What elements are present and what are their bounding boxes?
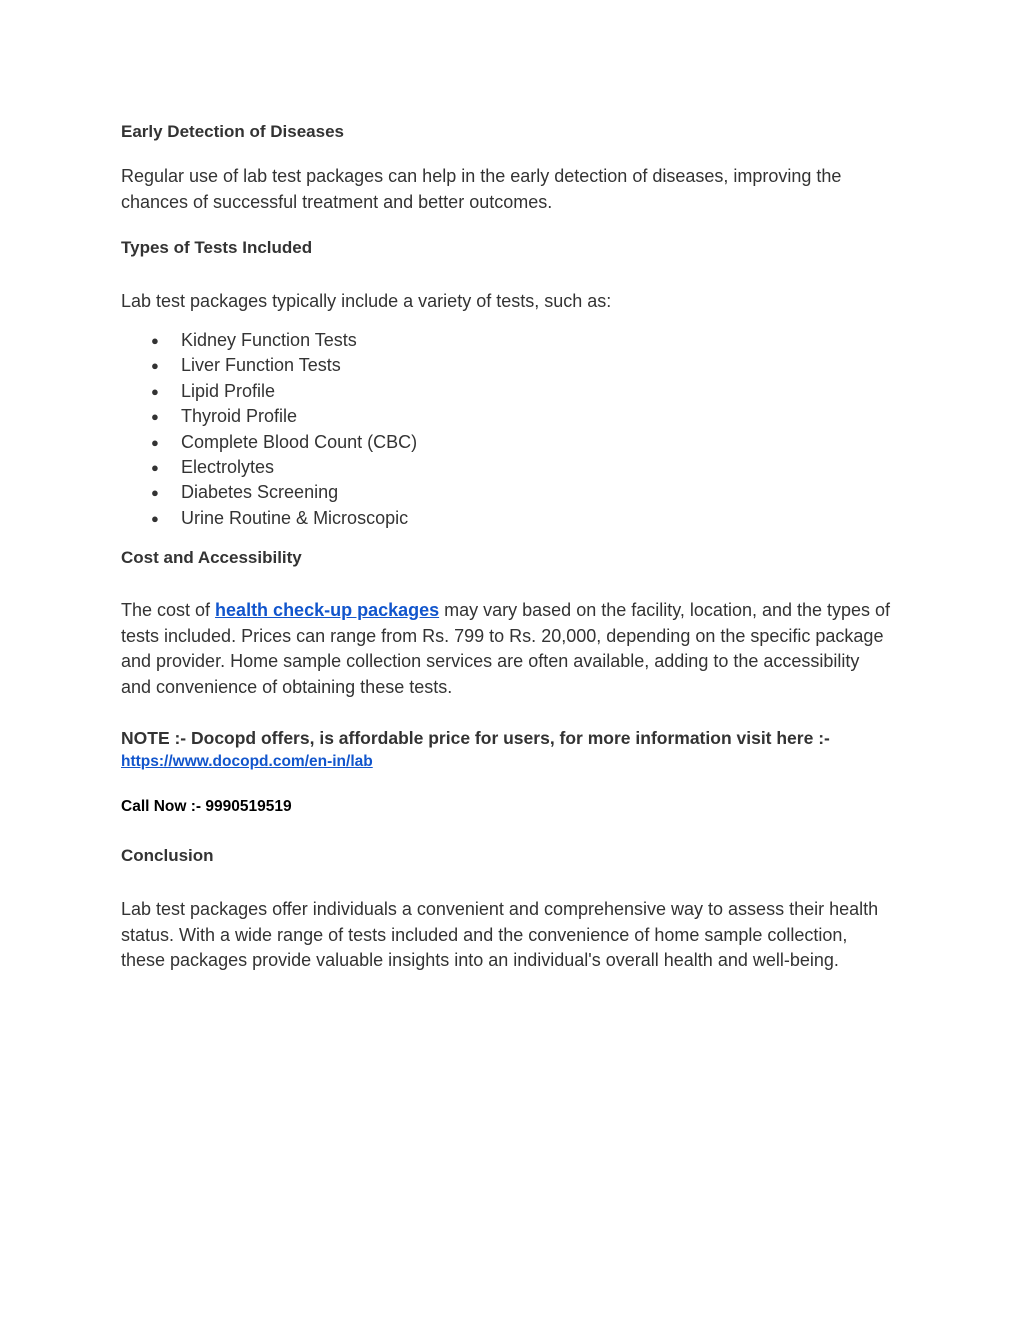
bullet-icon: ● [151, 333, 159, 348]
bullet-icon: ● [151, 383, 159, 399]
list-item-label: Kidney Function Tests [181, 330, 357, 350]
paragraph-cost [121, 598, 890, 700]
list-item-label: Diabetes Screening [181, 482, 339, 503]
list-item-label: Thyroid Profile [181, 406, 298, 427]
heading-cost-accessibility: Cost and Accessibility [121, 548, 302, 567]
paragraph-line: these packages provide valuable insights into an individual's overall health and well-being. [121, 950, 839, 970]
docopd-lab-link[interactable]: https://www.docopd.com/en-in/lab [121, 753, 373, 770]
cost-line-prefix: The cost of [121, 600, 216, 620]
bullet-icon: ● [151, 358, 159, 374]
list-item-label: Electrolytes [181, 456, 275, 477]
paragraph-line: and provider. Home sample collection services are often available, adding to the accessibility [121, 651, 860, 671]
bullet-icon: ● [151, 485, 159, 501]
heading-early-detection: Early Detection of Diseases [121, 122, 344, 141]
note-text: NOTE :- Docopd offers, is affordable price for users, for more information visit here :- [121, 728, 830, 748]
bullet-icon: ● [151, 434, 159, 450]
list-item-label: Liver Function Tests [181, 355, 341, 376]
bullet-icon: ● [151, 510, 159, 526]
paragraph-line: Regular use of lab test packages can help in the early detection of diseases, improving the [121, 166, 842, 186]
paragraph-line: chances of successful treatment and better outcomes. [121, 191, 553, 212]
call-now-text: Call Now :- 9990519519 [121, 798, 292, 815]
paragraph-line: status. With a wide range of tests included and the convenience of home sample collection, [121, 924, 848, 945]
heading-conclusion: Conclusion [121, 846, 214, 865]
list-item-label: Complete Blood Count (CBC) [181, 431, 418, 452]
paragraph-early-detection [121, 164, 841, 215]
list-item-label: Lipid Profile [181, 380, 276, 401]
list-item-label: Urine Routine & Microscopic [181, 507, 409, 528]
heading-types-of-tests: Types of Tests Included [121, 238, 313, 257]
paragraph-line: tests included. Prices can range from Rs. 799 to Rs. 20,000, depending on the specific package [121, 625, 884, 646]
paragraph-line [121, 598, 890, 624]
paragraph-line: Lab test packages offer individuals a convenient and comprehensive way to assess their health [121, 899, 879, 919]
paragraph-types-intro: Lab test packages typically include a variety of tests, such as: [121, 291, 612, 311]
paragraph-line: and convenience of obtaining these tests. [121, 676, 453, 697]
bullet-icon: ● [151, 409, 159, 425]
paragraph-conclusion [121, 897, 878, 974]
cost-line-suffix: may vary based on the facility, location, and the types of [439, 600, 891, 620]
bullet-icon: ● [151, 459, 159, 475]
health-checkup-packages-link[interactable]: health check-up packages [215, 600, 440, 620]
